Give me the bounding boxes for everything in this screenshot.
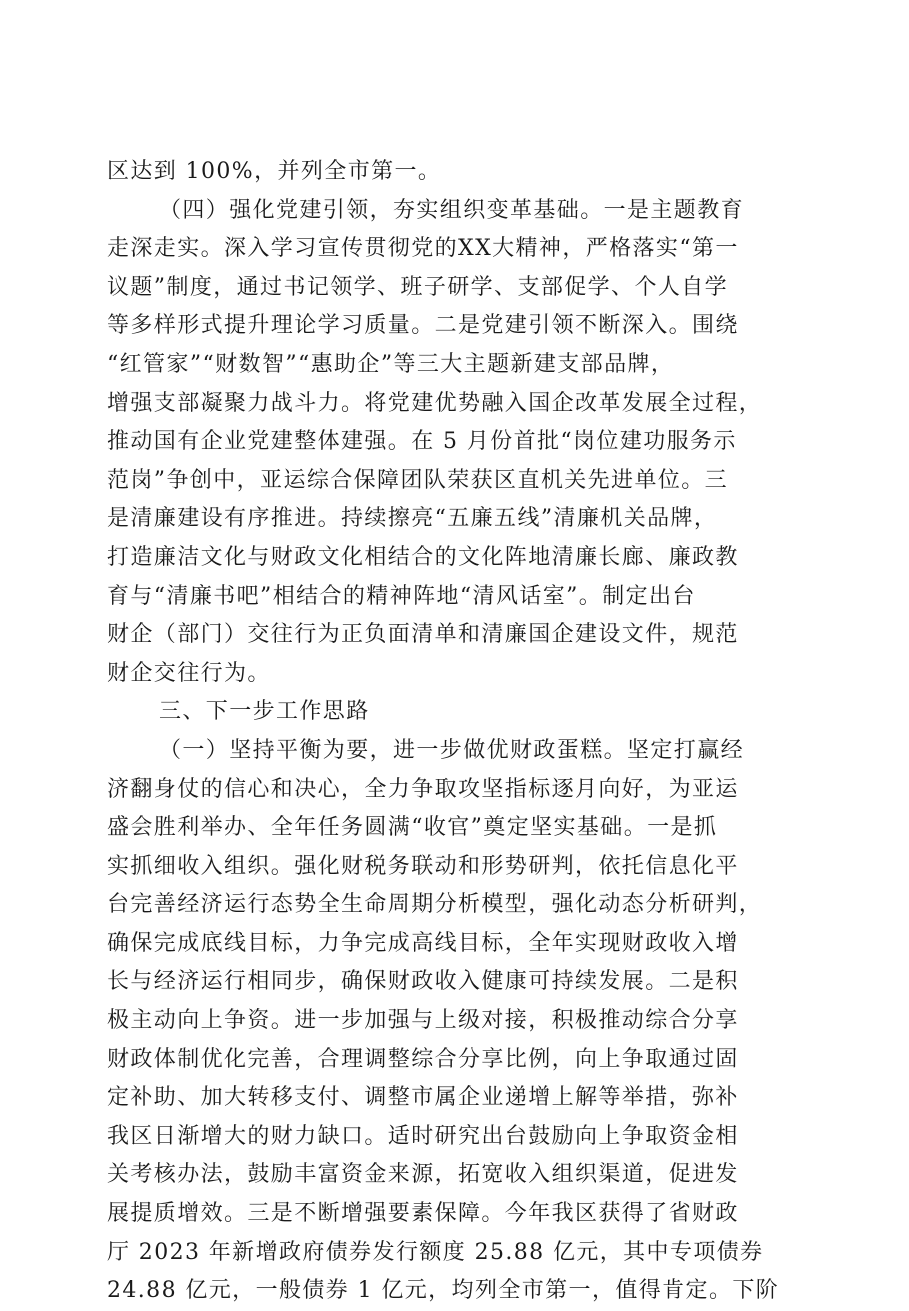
document-body bbox=[107, 153, 807, 1311]
text-line: 区达到 100%，并列全市第一。 bbox=[107, 159, 442, 184]
text-line: 定补助、加大转移支付、调整市属企业递增上解等举措，弥补 bbox=[107, 1085, 739, 1111]
text-line: 台完善经济运行态势全生命周期分析模型，强化动态分析研判， bbox=[107, 892, 763, 918]
text-line: 走深走实。深入学习宣传贯彻党的XX大精神，严格落实“第一 bbox=[107, 236, 739, 262]
text-line: 是清廉建设有序推进。持续擦亮“五廉五线”清廉机关品牌， bbox=[107, 506, 718, 532]
text-line: 厅 2023 年新增政府债券发行额度 25.88 亿元，其中专项债券 bbox=[107, 1239, 764, 1265]
text-line: 议题”制度，通过书记领学、班子研学、支部促学、个人自学 bbox=[107, 274, 729, 300]
text-line: 实抓细收入组织。强化财税务联动和形势研判，依托信息化平 bbox=[107, 853, 739, 879]
text-line: 范岗”争创中，亚运综合保障团队荣获区直机关先进单位。三 bbox=[107, 467, 729, 493]
text-line: “红管家”“财数智”“惠助企”等三大主题新建支部品牌， bbox=[107, 351, 675, 377]
text-line: 财企交往行为。 bbox=[107, 660, 271, 686]
text-line: 财企（部门）交往行为正负面清单和清廉国企建设文件，规范 bbox=[107, 622, 739, 648]
text-line: 展提质增效。三是不断增强要素保障。今年我区获得了省财政 bbox=[107, 1201, 739, 1227]
text-line: 财政体制优化完善，合理调整综合分享比例，向上争取通过固 bbox=[107, 1046, 739, 1072]
text-line: 确保完成底线目标，力争完成高线目标，全年实现财政收入增 bbox=[107, 930, 739, 956]
text-line: 增强支部凝聚力战斗力。将党建优势融入国企改革发展全过程， bbox=[107, 390, 763, 416]
text-line: 等多样形式提升理论学习质量。二是党建引领不断深入。围绕 bbox=[107, 313, 739, 339]
text-line: 关考核办法，鼓励丰富资金来源，拓宽收入组织渠道，促进发 bbox=[107, 1162, 739, 1188]
text-line: （一）坚持平衡为要，进一步做优财政蛋糕。坚定打赢经 bbox=[159, 737, 745, 763]
text-line: 济翻身仗的信心和决心，全力争取攻坚指标逐月向好，为亚运 bbox=[107, 776, 739, 802]
text-line: （四）强化党建引领，夯实组织变革基础。一是主题教育 bbox=[159, 197, 745, 223]
text-line: 推动国有企业党建整体建强。在 5 月份首批“岗位建功服务示 bbox=[107, 429, 737, 455]
text-line: 我区日渐增大的财力缺口。适时研究出台鼓励向上争取资金相 bbox=[107, 1123, 739, 1149]
text-line: 24.88 亿元，一般债券 1 亿元，均列全市第一，值得肯定。下阶 bbox=[107, 1278, 780, 1304]
text-line: 长与经济运行相同步，确保财政收入健康可持续发展。二是积 bbox=[107, 969, 739, 995]
text-line: 打造廉洁文化与财政文化相结合的文化阵地清廉长廊、廉政教 bbox=[107, 544, 739, 570]
text-line: 盛会胜利举办、全年任务圆满“收官”奠定坚实基础。一是抓 bbox=[107, 815, 718, 841]
text-line: 三、下一步工作思路 bbox=[159, 699, 370, 725]
text-line: 极主动向上争资。进一步加强与上级对接，积极推动综合分享 bbox=[107, 1008, 739, 1034]
text-line: 育与“清廉书吧”相结合的精神阵地“清风话室”。制定出台 bbox=[107, 583, 696, 609]
